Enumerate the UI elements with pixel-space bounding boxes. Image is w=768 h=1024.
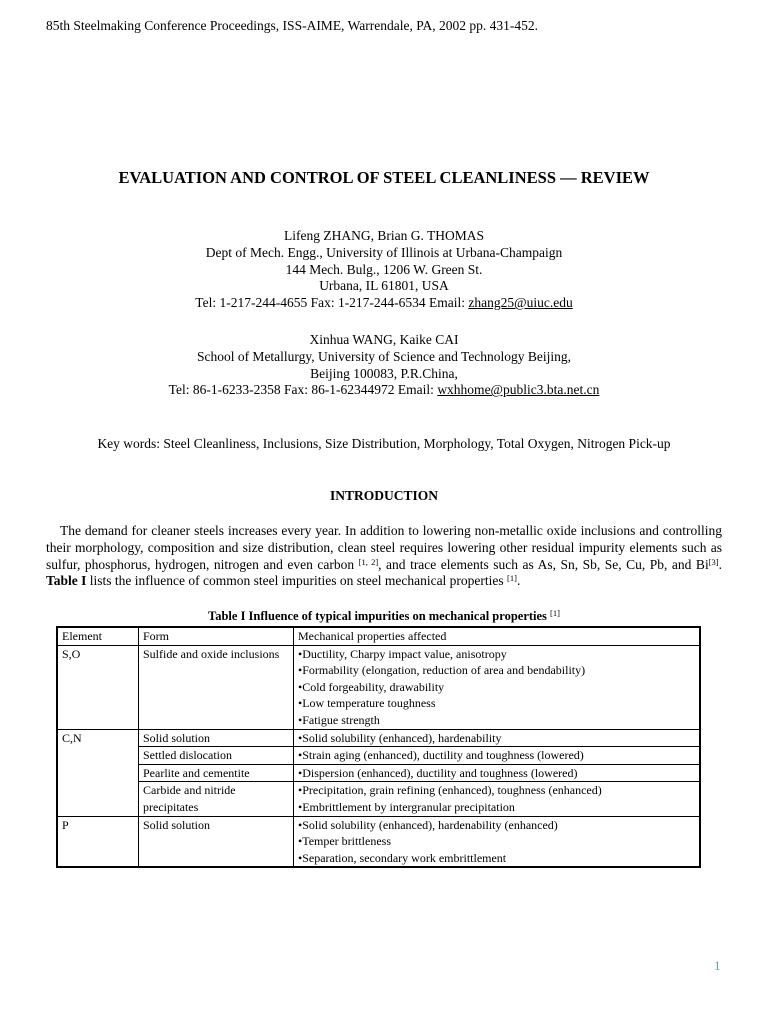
- effect-item: • Solid solubility (enhanced), hardenability (enhanced): [298, 817, 695, 834]
- email-link[interactable]: zhang25@uiuc.edu: [468, 295, 573, 311]
- effect-item: • Fatigue strength: [298, 712, 695, 729]
- table-row: [57, 729, 700, 747]
- table-row: [57, 747, 700, 765]
- effect-item: • Low temperature toughness: [298, 695, 695, 712]
- effect-item: • Formability (elongation, reduction of area and bendability): [298, 662, 695, 679]
- impurities-table: [56, 626, 701, 868]
- form-cell: Settled dislocation: [139, 747, 294, 765]
- effects-cell: [294, 645, 701, 729]
- table-row: [57, 645, 700, 729]
- effect-item: • Solid solubility (enhanced), hardenability: [298, 730, 695, 747]
- effect-item: • Ductility, Charpy impact value, anisotropy: [298, 646, 695, 663]
- effect-item: • Precipitation, grain refining (enhanced), toughness (enhanced): [298, 782, 695, 799]
- effect-item: • Separation, secondary work embrittlement: [298, 850, 695, 867]
- column-header: Form: [139, 627, 294, 645]
- effect-item: • Cold forgeability, drawability: [298, 679, 695, 696]
- email-link[interactable]: wxhhome@public3.bta.net.cn: [437, 382, 600, 398]
- form-cell: Carbide and nitride precipitates: [139, 782, 294, 816]
- table-header-row: [57, 627, 700, 645]
- intro-text: .: [718, 556, 722, 572]
- effect-item: • Embrittlement by intergranular precipitation: [298, 799, 695, 816]
- form-cell: Sulfide and oxide inclusions: [139, 645, 294, 729]
- author-block-2: [0, 332, 768, 399]
- author-contact: [0, 382, 768, 399]
- table-row: [57, 816, 700, 867]
- effect-item: • Temper brittleness: [298, 833, 695, 850]
- contact-text: Tel: 86-1-6233-2358 Fax: 86-1-62344972 Email:: [168, 382, 438, 398]
- citation-header: 85th Steelmaking Conference Proceedings, ISS-AIME, Warrendale, PA, 2002 pp. 431-452.: [46, 18, 538, 33]
- column-header: Element: [57, 627, 139, 645]
- keywords: Key words: Steel Cleanliness, Inclusions, Size Distribution, Morphology, Total Oxygen, Nitrogen Pick-up: [97, 436, 671, 451]
- author-address: Urbana, IL 61801, USA: [319, 278, 449, 294]
- intro-text: .: [516, 573, 521, 589]
- effects-cell: [294, 747, 701, 765]
- effects-cell: [294, 782, 701, 816]
- author-contact: [0, 295, 768, 312]
- table-row: [57, 782, 700, 816]
- section-heading: INTRODUCTION: [329, 488, 438, 503]
- intro-text: lists the influence of common steel impurities on steel mechanical properties: [86, 573, 508, 589]
- citation-ref: [1]: [550, 608, 560, 618]
- intro-text: , and trace elements such as As, Sn, Sb, Se, Cu, Pb, and Bi: [378, 556, 709, 572]
- element-cell: P: [57, 816, 139, 867]
- author-department: School of Metallurgy, University of Science and Technology Beijing,: [196, 348, 572, 364]
- author-names: Lifeng ZHANG, Brian G. THOMAS: [284, 228, 484, 243]
- element-cell: S,O: [57, 645, 139, 729]
- form-cell: Pearlite and cementite: [139, 764, 294, 782]
- table-caption: [0, 609, 768, 624]
- effect-item: • Dispersion (enhanced), ductility and toughness (lowered): [298, 765, 695, 782]
- citation-ref: [3]: [708, 556, 719, 567]
- contact-text: Tel: 1-217-244-4655 Fax: 1-217-244-6534 Email:: [195, 295, 469, 311]
- form-cell: Solid solution: [139, 729, 294, 747]
- effects-cell: [294, 764, 701, 782]
- form-cell: Solid solution: [139, 816, 294, 867]
- element-cell: C,N: [57, 729, 139, 816]
- author-department: Dept of Mech. Engg., University of Illinois at Urbana-Champaign: [205, 244, 563, 260]
- column-header: Mechanical properties affected: [294, 627, 701, 645]
- table-reference: Table I: [46, 573, 87, 589]
- intro-text: The demand for cleaner steels increases every year. In addition to lowering non-metallic oxide inclusions and controlling their morphology, composition and size distribution, clean steel requires lowering other residual impurity elements such as sulfur, phosphorus, hydrogen, nitrogen and even carbon: [46, 523, 722, 572]
- citation-ref: [1, 2]: [358, 556, 379, 567]
- citation-ref: [1]: [507, 573, 517, 584]
- paper-title: EVALUATION AND CONTROL OF STEEL CLEANLINESS — REVIEW: [118, 168, 650, 187]
- table-row: [57, 764, 700, 782]
- author-address: Beijing 100083, P.R.China,: [310, 365, 458, 381]
- effects-cell: [294, 729, 701, 747]
- intro-paragraph: [46, 523, 722, 590]
- author-address: 144 Mech. Bulg., 1206 W. Green St.: [285, 261, 483, 277]
- effects-cell: [294, 816, 701, 867]
- page-number: 1: [714, 958, 721, 973]
- effect-item: • Strain aging (enhanced), ductility and toughness (lowered): [298, 747, 695, 764]
- author-block-1: [0, 228, 768, 312]
- author-names: Xinhua WANG, Kaike CAI: [309, 332, 459, 347]
- caption-text: Table I Influence of typical impurities on mechanical properties: [208, 609, 551, 623]
